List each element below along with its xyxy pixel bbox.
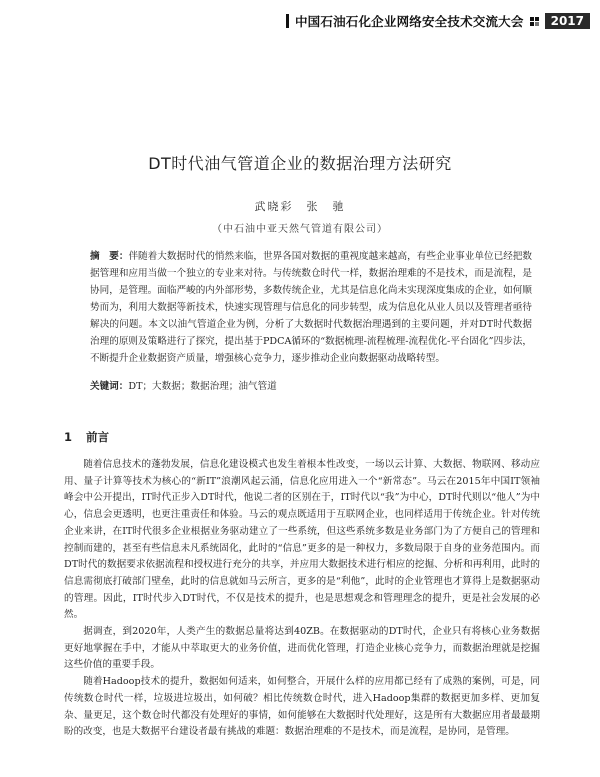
- keywords: [90, 378, 532, 392]
- section-number: 1: [64, 430, 73, 444]
- section-heading: [64, 429, 109, 445]
- section-body: [64, 457, 540, 741]
- section-title: 前言: [86, 430, 110, 444]
- body-paragraph: 随着信息技术的蓬勃发展，信息化建设模式也发生着根本性改变，一场以云计算、大数据、物联网、移动应用、量子计算等技术为核心的“新IT”浪潮风起云涌，信息化应用进入一个“新常态”。马云在2015年中国IT领袖峰会中公开提出，IT时代正步入DT时代，他说二者的区别在于，IT时代以“我”为中心，DT时代则以“他人”为中心，信息会更透明，也更注重责任和体验。马云的观点既适用于互联网企业，也同样适用于传统企业。针对传统企业来讲，在IT时代很多企业根据业务驱动建立了一些系统，但这些系统多数是业务部门为了方便自己的管理和控制而建的，甚至有些信息未凡系统固化，此时的“信息”更多的是一种权力，多数局限于自身的业务范围内。而DT时代的数据要求依据流程和授权进行充分的共享，并应用大数据技术进行相应的挖掘、分析和再利用，此时的信息需彻底打破部门壁垒，此时的信息就如马云所言，更多的是“利他”，此时的企业管理也才算得上是数据驱动的管理。因此，IT时代步入DT时代，不仅是技术的提升，也是思想观念和管理理念的提升，更是社会发展的必然。: [64, 459, 540, 621]
- header-square-icon: [530, 17, 539, 26]
- abstract-label: 摘 要：: [90, 251, 129, 262]
- header-bar: [286, 14, 289, 28]
- paper-affiliation: （中石油中亚天然气管道有限公司）: [212, 224, 388, 235]
- keywords-label: 关键词：: [90, 381, 129, 392]
- abstract-text: 伴随着大数据时代的悄然来临，世界各国对数据的重视度越来越高，有些企业事业单位已经把数据管理和应用当做一个独立的专业来对待。与传统数仓时代一样，数据治理难的不是技术，而是流程，是协同，是管理。面临严峻的内外部形势，多数传统企业，尤其是信息化尚未实现深度集成的企业，如何顺势而为，利用大数据等新技术，快速实现管理与信息化的同步转型，成为信息化从业人员以及管理者亟待解决的问题。本文以油气管道企业为例，分析了大数据时代数据治理遇到的主要问题，并对DT时代数据治理的原则及策略进行了探究，提出基于PDCA循环的“数据梳理-流程梳理-流程优化-平台固化”四步法，不断提升企业数据资产质量，增强核心竞争力，逐步推动企业向数据驱动战略转型。: [90, 251, 533, 364]
- conference-year: 2017: [545, 13, 590, 29]
- paper-authors: 武晓彩 张 驰: [254, 200, 346, 213]
- abstract: [90, 248, 532, 367]
- conference-name: 中国石油石化企业网络安全技术交流大会: [294, 14, 524, 29]
- paper-title: DT时代油气管道企业的数据治理方法研究: [148, 154, 452, 173]
- body-paragraph: 据调查，到2020年，人类产生的数据总量将达到40ZB。在数据驱动的DT时代，企业只有将核心业务数据更好地掌握在手中，才能从中萃取更大的业务价值，进而优化管理，打造企业核心竞争力，而数据治理就是挖掘这些价值的重要手段。: [64, 626, 540, 671]
- keywords-text: DT；大数据；数据治理；油气管道: [128, 381, 277, 392]
- conference-header: [286, 12, 590, 30]
- body-paragraph: 随着Hadoop技术的提升，数据如何适来，如何整合，开展什么样的应用都已经有了成熟的案例，可是，同传统数仓时代一样，垃圾进垃圾出，如何破？相比传统数仓时代，进入Hadoop集群的数据更加多样、更加复杂、量更足，这个数仓时代都没有处理好的事情，如何能够在大数据时代处理好，这是所有大数据应用者最最期盼的改变，也是大数据平台建设者最有挑战的难题：数据治理难的不是技术，而是流程，是协同，是管理。: [64, 676, 540, 738]
